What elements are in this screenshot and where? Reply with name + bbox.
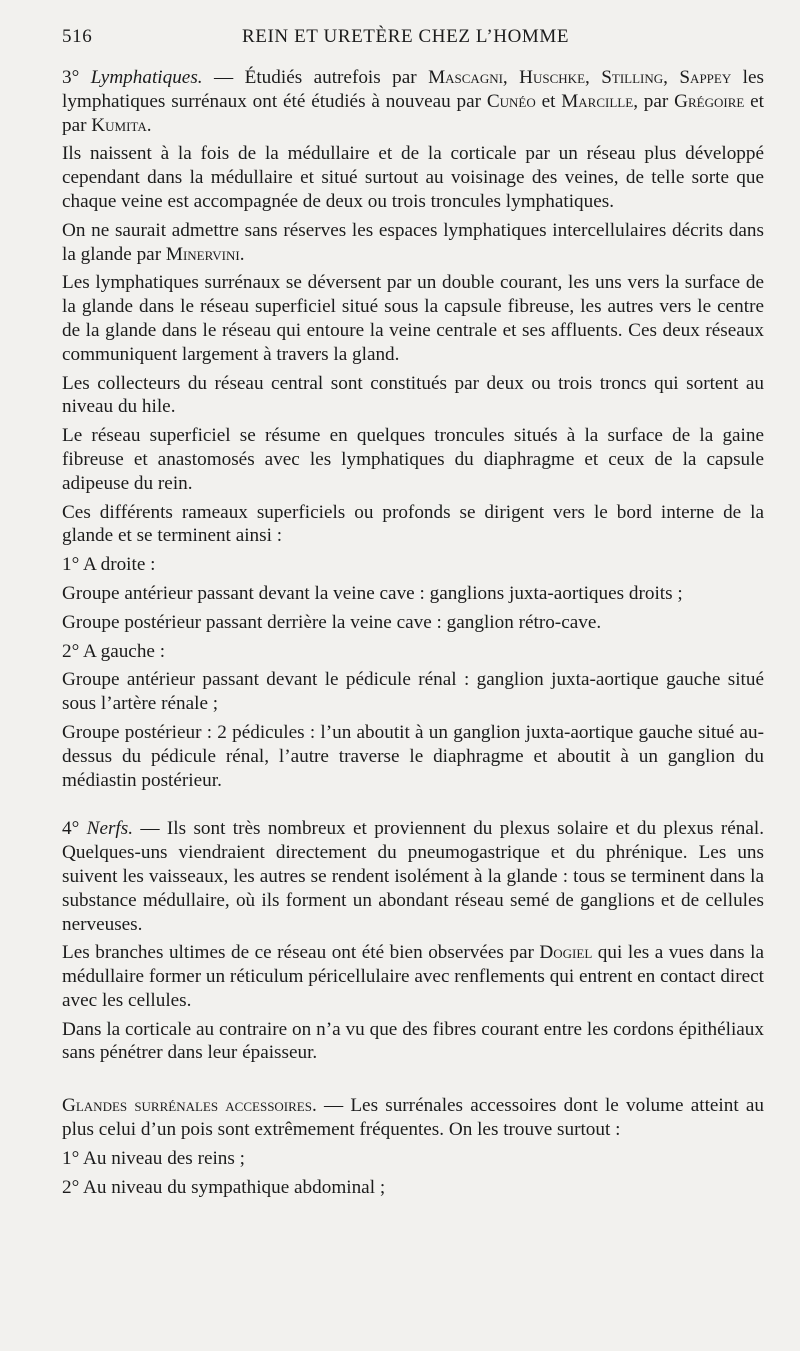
section-title: Glandes surrénales accessoires. — [62, 1095, 317, 1117]
author-name: Minervini — [165, 243, 240, 265]
page-header — [62, 26, 764, 66]
paragraph: Les lymphatiques surrénaux se déversent par un double courant, les uns vers la surface de la glande dans le réseau superficiel situé sous la capsule fibreuse, les autres vers le centre de la glande dans le réseau qui entoure la veine centrale et ses affluents. Ces deux réseaux communiquent largement à travers la gland. — [62, 272, 764, 365]
author-name: Cunéo — [486, 90, 536, 112]
author-name: Marcille — [561, 90, 634, 112]
list-heading-right: 1° A droite : — [62, 554, 156, 576]
section-title: Lymphatiques. — [90, 67, 203, 88]
paragraph: Les branches ultimes de ce réseau ont été bien observées par Dogiel qui les a vues dans la médullaire former un réticulum péricellulaire avec renflements qui entrent en contact direct avec les cellules. — [62, 942, 764, 1011]
page-number: 516 — [62, 26, 93, 47]
list-item: 1° Au niveau des reins ; — [62, 1147, 245, 1169]
list-item: Groupe antérieur passant devant la veine cave : ganglions juxta-aortiques droits ; — [62, 582, 683, 604]
paragraph: Ils naissent à la fois de la médullaire et de la corticale par un réseau plus développé cependant dans la médullaire et situé surtout au voisinage des veines, de telle sorte que chaque veine est accompagnée de deux ou trois troncules lymphatiques. — [62, 143, 764, 212]
author-name: Sappey — [679, 67, 732, 88]
paragraph: Les collecteurs du réseau central sont constitués par deux ou trois troncs qui sortent au niveau du hile. — [62, 372, 764, 418]
accessory-glands-paragraph: Glandes surrénales accessoires. — Les surrénales accessoires dont le volume atteint au plus celui d’un pois sont extrêmement fréquentes. On les trouve surtout : — [62, 1095, 764, 1141]
author-name: Dogiel — [539, 942, 593, 964]
section-number: 3° — [62, 67, 80, 88]
author-name: Kumita — [91, 114, 147, 136]
section-gap — [62, 1070, 764, 1094]
list-item: Groupe postérieur : 2 pédicules : l’un aboutit à un ganglion juxta-aortique gauche situé au-dessus du pédicule rénal, l’autre traverse le diaphragme et aboutit à un ganglion du médiastin postérieur. — [62, 721, 764, 791]
running-title: REIN ET URETÈRE CHEZ L’HOMME — [242, 26, 570, 47]
author-name: Huschke — [519, 67, 586, 88]
author-name: Grégoire — [674, 90, 745, 112]
list-item: Groupe postérieur passant derrière la veine cave : ganglion rétro-cave. — [62, 611, 602, 633]
list-heading-left: 2° A gauche : — [62, 640, 166, 662]
list-item: 2° Au niveau du sympathique abdominal ; — [62, 1176, 386, 1198]
section-title: Nerfs. — [86, 818, 134, 840]
paragraph: Ces différents rameaux superficiels ou profonds se dirigent vers le bord interne de la glande et se terminent ainsi : — [62, 501, 764, 547]
paragraph: Dans la corticale au contraire on n’a vu que des fibres courant entre les cordons épithéliaux sans pénétrer dans leur épaisseur. — [62, 1018, 764, 1064]
section-number: 4° — [62, 818, 80, 840]
author-name: Stilling — [601, 67, 664, 88]
body-text — [62, 66, 764, 1199]
author-name: Mascagni — [428, 67, 503, 88]
list-item: Groupe antérieur passant devant le pédicule rénal : ganglion juxta-aortique gauche situé sous l’artère rénale ; — [62, 669, 764, 715]
paragraph: Le réseau superficiel se résume en quelques troncules situés à la surface de la gaine fibreuse et anastomosés avec les lymphatiques du diaphragme et ceux de la capsule adipeuse du rein. — [62, 425, 764, 494]
nerves-paragraph: 4° Nerfs. — Ils sont très nombreux et proviennent du plexus solaire et du plexus rénal. Quelques-uns viendraient directement du pneumogastrique et du phrénique. Les uns suivent les vaisseaux, les autres se rendent isolément à la glande : tous se terminent dans la substance médullaire, où ils forment un abondant réseau semé de ganglions et de cellules nerveuses. — [62, 818, 765, 935]
paragraph: On ne saurait admettre sans réserves les espaces lymphatiques intercellulaires décrits dans la glande par Minervini. — [62, 219, 764, 265]
section-gap — [62, 797, 764, 817]
lymph-intro-paragraph: 3° Lymphatiques. — Étudiés autrefois par Mascagni, Huschke, Stilling, Sappey les lymphatiques surrénaux ont été étudiés à nouveau par Cunéo et Marcille, par Grégoire et par Kumita. — [62, 67, 764, 136]
